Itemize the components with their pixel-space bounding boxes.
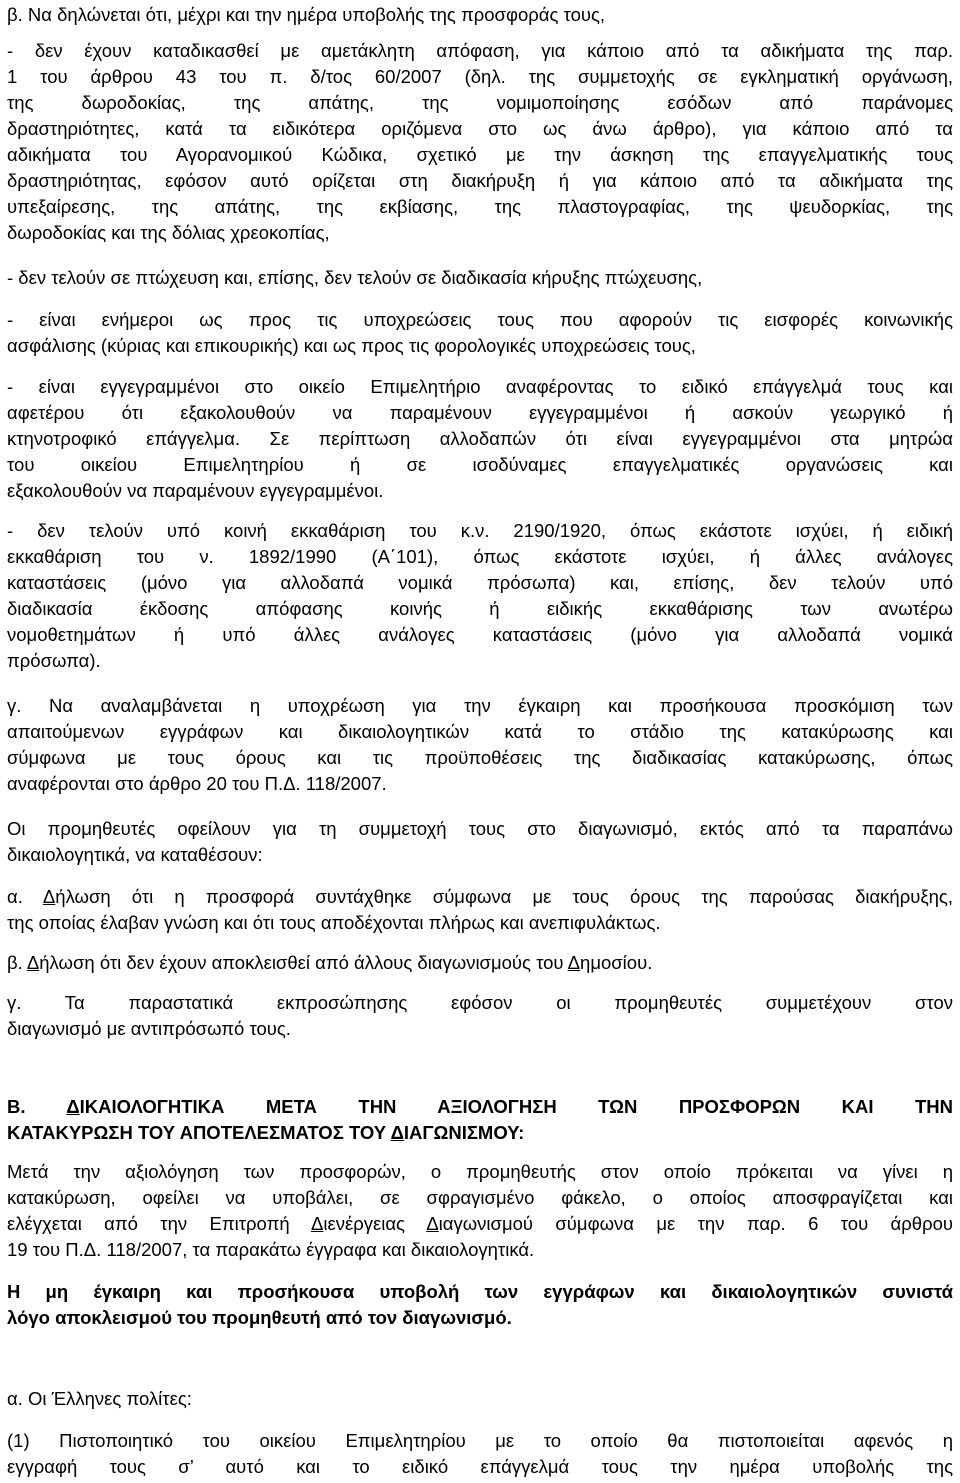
text-line: εγγραφή τους σ’ αυτό και το ειδικό επάγγελμά τους την ημέρα υποβολής της: [7, 1456, 953, 1477]
text-line: ασφάλισης (κύριας και επικουρικής) και ως προς τις φορολογικές υποχρεώσεις τους,: [7, 335, 696, 356]
text-line: λόγο αποκλεισμού του προμηθευτή από τον διαγωνισμό.: [7, 1307, 512, 1328]
underlined-letter: Δ: [311, 1213, 324, 1234]
text-line: εκκαθάριση του ν. 1892/1990 (Α΄101), όπως εκάστοτε ισχύει, ή άλλες ανάλογες: [7, 546, 953, 567]
text-line: 1 του άρθρου 43 του π. δ/τος 60/2007 (δηλ. της συμμετοχής σε εγκληματική οργάνωση,: [7, 66, 953, 87]
text-line: εξακολουθούν να παραμένουν εγγεγραμμένοι.: [7, 480, 384, 501]
text-span: ήλωση ότι η προσφορά συντάχθηκε σύμφωνα με τους όρους της παρούσας διακήρυξης,: [55, 886, 953, 907]
text-line: του οικείου Επιμελητηρίου ή σε ισοδύναμες επαγγελματικές οργανώσεις και: [7, 454, 953, 475]
text-line: - είναι ενήμεροι ως προς τις υποχρεώσεις τους που αφορούν τις εισφορές κοινωνικής: [7, 309, 953, 330]
text-line: κτηνοτροφικό επάγγελμα. Σε περίπτωση αλλοδαπών ότι είναι εγγεγραμμένοι στα μητρώα: [7, 428, 953, 449]
text-line: γ. Τα παραστατικά εκπροσώπησης εφόσον οι προμηθευτές συμμετέχουν στον: [7, 992, 953, 1013]
underlined-letter: Δ: [26, 952, 40, 973]
heading-line: [7, 1094, 953, 1120]
text-line: διαδικασία έκδοσης απόφασης κοινής ή ειδικής εκκαθάρισης των ανωτέρω: [7, 598, 953, 619]
list-item-bankruptcy: - δεν τελούν σε πτώχευση και, επίσης, δεν τελούν σε διαδικασία κήρυξης πτώχευσης,: [7, 267, 703, 288]
text-line: νομοθετημάτων ή υπό άλλες ανάλογες καταστάσεις (μόνο για αλλοδαπά νομικά: [7, 624, 953, 645]
text-span: ιενέργειας: [323, 1213, 427, 1234]
item-marker: α.: [7, 886, 43, 907]
text-line: - δεν έχουν καταδικασθεί με αμετάκλητη απόφαση, για κάποιο από τα αδικήματα της παρ.: [7, 40, 953, 61]
heading-line: [7, 1120, 953, 1146]
text-line: Οι προμηθευτές οφείλουν για τη συμμετοχή τους στο διαγωνισμό, εκτός από τα παραπάνω: [7, 818, 953, 839]
section-marker: Β.: [7, 1096, 67, 1117]
text-line: σύμφωνα με τους όρους και τις προϋποθέσεις της διαδικασίας κατακύρωσης, όπως: [7, 747, 953, 768]
text-line: απαιτούμενων εγγράφων και δικαιολογητικών κατά το στάδιο της κατακύρωσης και: [7, 721, 953, 742]
underlined-letter: Δ: [66, 1096, 80, 1117]
text-line: της οποίας έλαβαν γνώση και ότι τους αποδέχονται πλήρως και ανεπιφυλάκτως.: [7, 912, 661, 933]
text-line: δραστηριότητες, κατά τα ειδικότερα οριζόμενα στο ως άνω άρθρο), για κάποιο από τα: [7, 118, 953, 139]
text-line: υπεξαίρεσης, της απάτης, της εκβίασης, της πλαστογραφίας, της ψευδορκίας, της: [7, 196, 953, 217]
text-span: ημοσίου.: [580, 952, 653, 973]
text-line: πρόσωπα).: [7, 650, 101, 671]
text-line: Η μη έγκαιρη και προσήκουσα υποβολή των εγγράφων και δικαιολογητικών συνιστά: [7, 1281, 953, 1302]
text-line: (1) Πιστοποιητικό του οικείου Επιμελητηρίου με το οποίο θα πιστοποιείται αφενός η: [7, 1430, 953, 1451]
underlined-letter: Δ: [426, 1213, 439, 1234]
text-line: δωροδοκίας και της δόλιας χρεοκοπίας,: [7, 222, 330, 243]
text-span: ΙΑΓΩΝΙΣΜΟΥ:: [403, 1122, 525, 1143]
text-span: ΙΚΑΙΟΛΟΓΗΤΙΚΑ ΜΕΤΑ ΤΗΝ ΑΞΙΟΛΟΓΗΣΗ ΤΩΝ ΠΡΟΣΦΟΡΩΝ ΚΑΙ ΤΗΝ: [79, 1096, 953, 1117]
text-line: [7, 884, 953, 910]
text-span: ιαγωνισμού σύμφωνα με την παρ. 6 του άρθρου: [438, 1213, 953, 1234]
text-line: [7, 1211, 953, 1237]
text-span: ΚΑΤΑΚΥΡΩΣΗ ΤΟΥ ΑΠΟΤΕΛΕΣΜΑΤΟΣ ΤΟΥ: [7, 1122, 391, 1143]
text-line: αδικήματα του Αγορανομικού Κώδικα, σχετικό με την άσκηση της επαγγελματικής τους: [7, 144, 953, 165]
text-line: αναφέρονται στο άρθρο 20 του Π.Δ. 118/2007.: [7, 773, 387, 794]
underlined-letter: Δ: [390, 1122, 404, 1143]
text-line: - είναι εγγεγραμμένοι στο οικείο Επιμελητήριο αναφέροντας το ειδικό επάγγελμά τους και: [7, 376, 953, 397]
text-line: κατακύρωση, οφείλει να υποβάλει, σε σφραγισμένο φάκελο, ο οποίος αποσφραγίζεται και: [7, 1187, 953, 1208]
text-line: καταστάσεις (μόνο για αλλοδαπά νομικά πρόσωπα) και, επίσης, δεν τελούν υπό: [7, 572, 953, 593]
beta-declaration: [7, 950, 953, 976]
text-line: δικαιολογητικά, να καταθέσουν:: [7, 844, 263, 865]
text-line: Μετά την αξιολόγηση των προσφορών, ο προμηθευτής στον οποίο πρόκειται να γίνει η: [7, 1161, 953, 1182]
text-span: ελέγχεται από την Επιτροπή: [7, 1213, 311, 1234]
beta-intro: β. Να δηλώνεται ότι, μέχρι και την ημέρα υποβολής της προσφοράς τους,: [7, 4, 606, 25]
underlined-letter: Δ: [567, 952, 581, 973]
text-line: 19 του Π.Δ. 118/2007, τα παρακάτω έγγραφα και δικαιολογητικά.: [7, 1239, 535, 1260]
text-line: της δωροδοκίας, της απάτης, της νομιμοποίησης εσόδων από παράνομες: [7, 92, 953, 113]
text-line: διαγωνισμό με αντιπρόσωπό τους.: [7, 1018, 291, 1039]
text-line: - δεν τελούν υπό κοινή εκκαθάριση του κ.ν. 2190/1920, όπως εκάστοτε ισχύει, ή ειδική: [7, 520, 953, 541]
text-line: γ. Να αναλαμβάνεται η υποχρέωση για την έγκαιρη και προσήκουσα προσκόμιση των: [7, 695, 953, 716]
underlined-letter: Δ: [42, 886, 56, 907]
text-line: δραστηριότητας, εφόσον αυτό ορίζεται στη διακήρυξη ή για κάποιο από τα αδικήματα της: [7, 170, 953, 191]
text-span: ήλωση ότι δεν έχουν αποκλεισθεί από άλλους διαγωνισμούς του: [39, 952, 568, 973]
text-line: αφετέρου ότι εξακολουθούν να παραμένουν εγγεγραμμένοι ή ασκούν γεωργικό ή: [7, 402, 953, 423]
item-marker: β.: [7, 952, 27, 973]
alpha-citizens-heading: α. Οι Έλληνες πολίτες:: [7, 1388, 192, 1409]
